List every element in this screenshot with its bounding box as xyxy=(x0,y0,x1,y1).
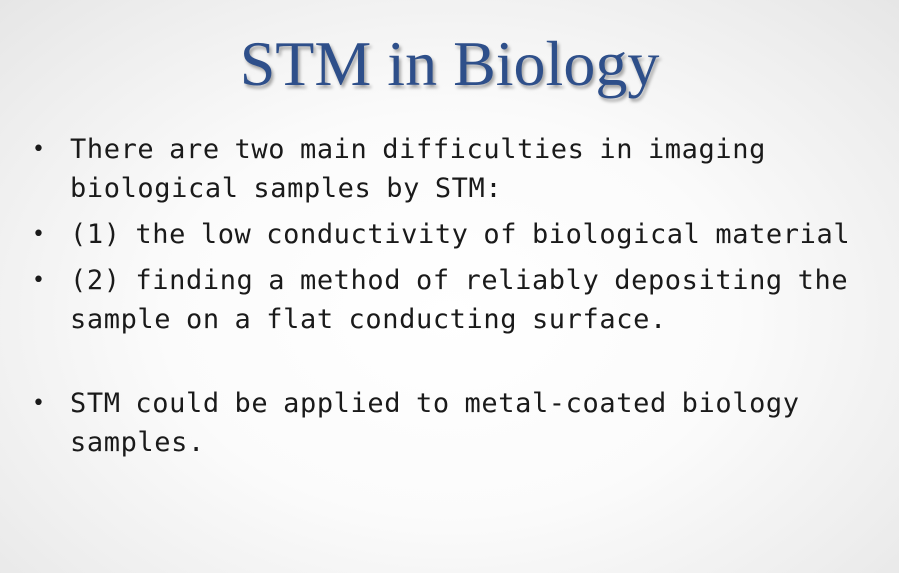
bullet-item xyxy=(28,261,868,339)
bullet-text: There are two main difficulties in imaging biological samples by STM: xyxy=(70,134,766,204)
slide-title: STM in Biology xyxy=(239,28,660,99)
bullet-item xyxy=(28,215,868,254)
bullet-text: (1) the low conductivity of biological material xyxy=(70,219,851,250)
bullet-dot-icon: • xyxy=(32,137,46,162)
bullet-item xyxy=(28,130,868,208)
bullet-item xyxy=(28,384,868,462)
bullet-dot-icon: • xyxy=(32,268,46,293)
bullet-dot-icon: • xyxy=(32,391,46,416)
bullet-dot-icon: • xyxy=(32,222,46,247)
bullet-list xyxy=(28,130,868,469)
bullet-text: (2) finding a method of reliably depositing the sample on a flat conducting surface. xyxy=(70,265,849,335)
bullet-text: STM could be applied to metal-coated biology samples. xyxy=(70,388,800,458)
